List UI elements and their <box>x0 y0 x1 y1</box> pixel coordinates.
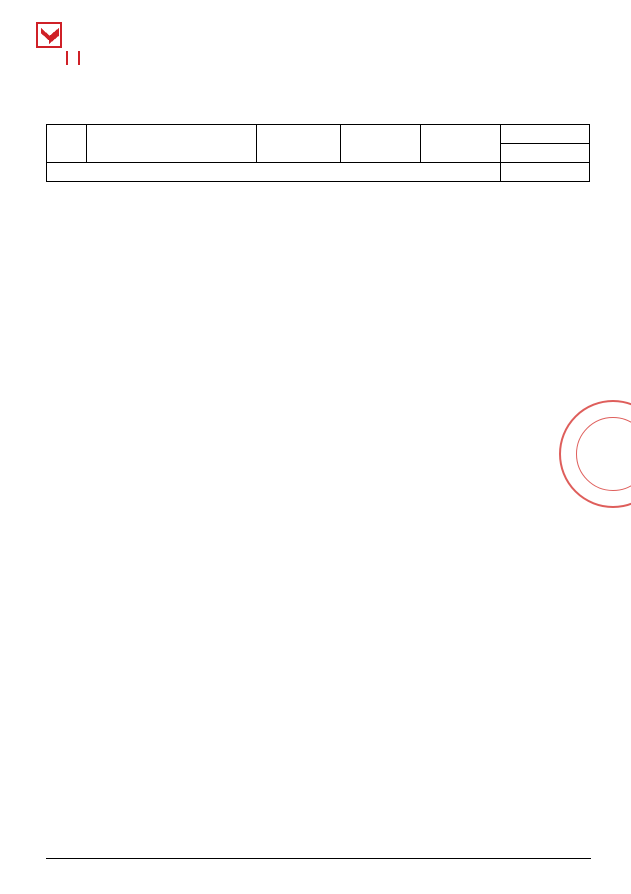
company-logo <box>36 22 236 65</box>
conclusion-label <box>47 163 501 182</box>
table-header-row <box>47 125 590 144</box>
logo-bar-left-icon <box>66 51 68 65</box>
logo-subtitle <box>66 51 236 65</box>
conclusion-value <box>501 163 590 182</box>
seal-text <box>561 402 631 506</box>
col-header-limit <box>421 125 501 163</box>
conclusion-row <box>47 163 590 182</box>
col-header-name <box>86 125 256 163</box>
results-table <box>46 124 590 182</box>
col-header-no <box>47 125 87 163</box>
col-header-report-limit <box>341 125 421 163</box>
report-header <box>0 0 631 78</box>
logo-v-mark-icon <box>36 22 62 48</box>
results-table-foot <box>47 163 590 182</box>
col-header-result <box>501 125 590 144</box>
col-header-cas <box>256 125 341 163</box>
logo-bar-right-icon <box>78 51 80 65</box>
official-seal <box>559 400 631 508</box>
col-header-sample-no <box>501 144 590 163</box>
report-footer <box>46 858 591 868</box>
results-table-head <box>47 125 590 163</box>
